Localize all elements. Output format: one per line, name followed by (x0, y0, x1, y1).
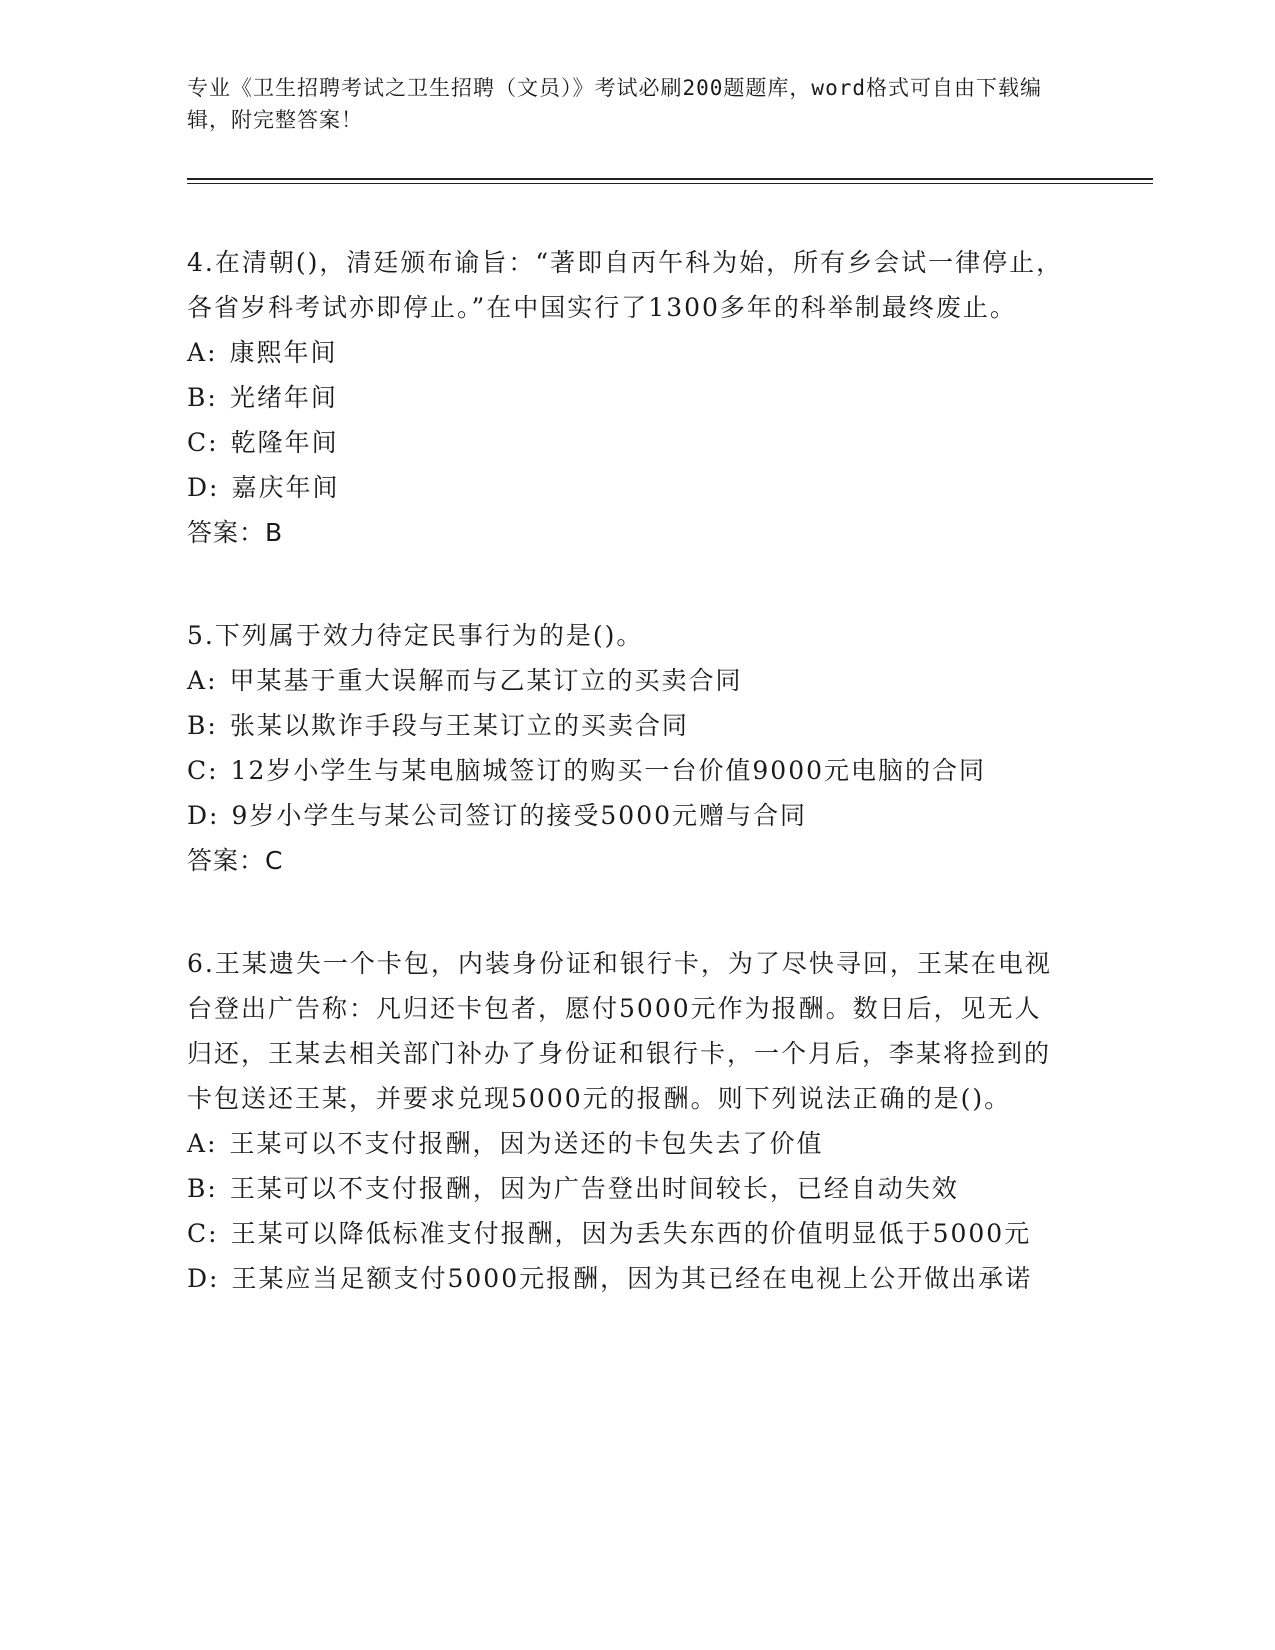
answer-label: 答案：B (187, 518, 284, 547)
question-stem: 6.王某遗失一个卡包，内装身份证和银行卡，为了尽快寻回，王某在电视台登出广告称：凡归还卡包者，愿付5000元作为报酬。数日后，见无人归还，王某去相关部门补办了身份证和银行卡，一个月后，李某将捡到的卡包送还王某，并要求兑现5000元的报酬。则下列说法正确的是()。 (187, 949, 1052, 1113)
question-4 (187, 240, 1147, 555)
question-6 (187, 941, 1147, 1301)
header-rule (187, 178, 1153, 184)
option-b: B : 光绪年间 (187, 383, 338, 412)
question-stem: 5.下列属于效力待定民事行为的是()。 (187, 621, 644, 650)
document-header: 专业《卫生招聘考试之卫生招聘（文员）》考试必刷200题题库，word格式可自由下载编辑，附完整答案！ (187, 76, 1042, 132)
option-a: A : 甲某基于重大误解而与乙某订立的买卖合同 (187, 666, 743, 695)
question-stem: 4.在清朝()，清廷颁布谕旨：“著即自丙午科为始，所有乡会试一律停止，各省岁科考试亦即停止。”在中国实行了1300多年的科举制最终废止。 (187, 248, 1064, 322)
answer-label: 答案：C (187, 846, 284, 875)
option-a: A : 王某可以不支付报酬，因为送还的卡包失去了价值 (187, 1129, 824, 1158)
option-c: C : 乾隆年间 (187, 428, 339, 457)
option-b: B : 王某可以不支付报酬，因为广告登出时间较长，已经自动失效 (187, 1174, 959, 1203)
document-page (187, 72, 1147, 1301)
option-c: C : 王某可以降低标准支付报酬，因为丢失东西的价值明显低于5000元 (187, 1219, 1032, 1248)
option-a: A : 康熙年间 (187, 338, 338, 367)
option-d: D : 嘉庆年间 (187, 473, 340, 502)
option-c: C : 12岁小学生与某电脑城签订的购买一台价值9000元电脑的合同 (187, 756, 987, 785)
question-5 (187, 613, 1147, 883)
option-d: D : 9岁小学生与某公司签订的接受5000元赠与合同 (187, 801, 808, 830)
option-b: B : 张某以欺诈手段与王某订立的买卖合同 (187, 711, 689, 740)
option-d: D : 王某应当足额支付5000元报酬，因为其已经在电视上公开做出承诺 (187, 1264, 1033, 1293)
